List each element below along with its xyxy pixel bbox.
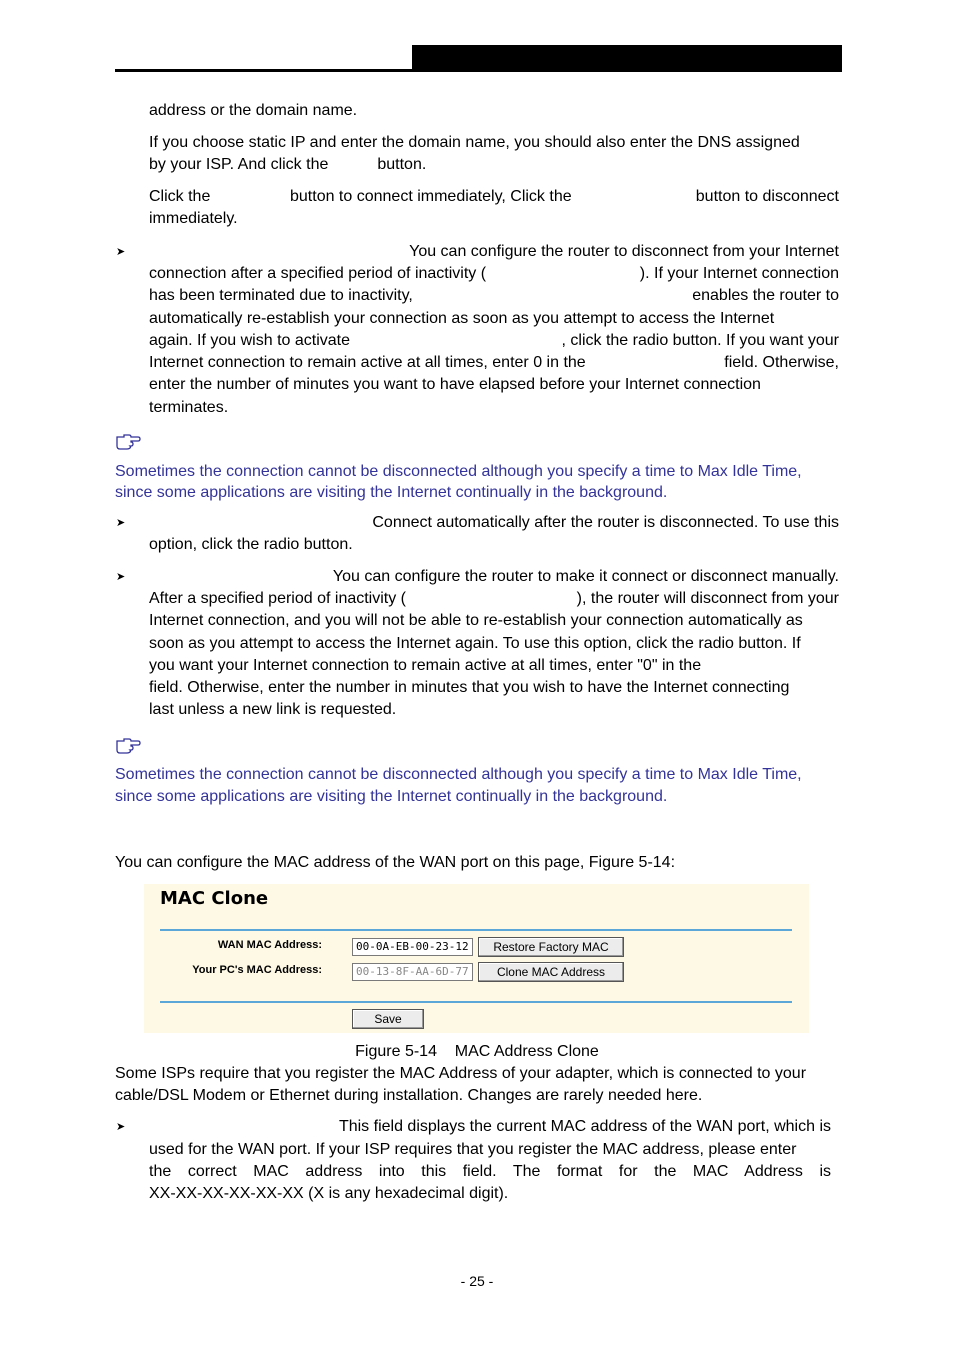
figure-caption: Figure 5-14 MAC Address Clone	[355, 1043, 599, 1060]
save-button[interactable]: Save	[352, 1009, 424, 1029]
text-line: address or the domain name.	[149, 102, 358, 119]
pc-mac-field: 00-13-8F-AA-6D-77	[352, 963, 473, 981]
text-line: by your ISP. And click the button.	[149, 156, 427, 173]
bullet-line: used for the WAN port. If your ISP requires that you register the MAC address, please enter	[149, 1141, 797, 1158]
mac-clone-panel	[144, 884, 809, 1033]
restore-factory-mac-button[interactable]: Restore Factory MAC	[478, 937, 624, 957]
intro-text: You can configure the MAC address of the WAN port on this page, Figure 5-14:	[115, 854, 676, 871]
text-line: immediately.	[149, 210, 238, 227]
note-line: Sometimes the connection cannot be disconnected although you specify a time to Max Idle Time,	[115, 463, 802, 480]
wan-mac-label: WAN MAC Address:	[217, 939, 322, 951]
pc-mac-label: Your PC's MAC Address:	[192, 964, 322, 976]
panel-title: MAC Clone	[160, 888, 269, 909]
bullet-line: option, click the radio button.	[149, 536, 353, 553]
note-line: since some applications are visiting the Internet continually in the background.	[115, 484, 668, 501]
pointing-hand-icon	[115, 737, 141, 755]
bullet-line: last unless a new link is requested.	[149, 701, 397, 718]
note-line: Sometimes the connection cannot be disconnected although you specify a time to Max Idle Time,	[115, 766, 802, 783]
arrowhead-bullet-icon: ➤	[116, 1121, 126, 1133]
bullet-line: you want your Internet connection to remain active at all times, enter "0" in the	[149, 657, 702, 674]
bullet-line: automatically re-establish your connection as soon as you attempt to access the Internet	[149, 310, 775, 327]
arrowhead-bullet-icon: ➤	[116, 517, 126, 529]
bullet-line: soon as you attempt to access the Internet again. To use this option, click the radio button. If	[149, 635, 801, 652]
header-rule	[115, 69, 412, 72]
text-line: cable/DSL Modem or Ethernet during installation. Changes are rarely needed here.	[115, 1087, 703, 1104]
text-line: Some ISPs require that you register the MAC Address of your adapter, which is connected to your	[115, 1065, 807, 1082]
clone-mac-address-button[interactable]: Clone MAC Address	[478, 962, 624, 982]
arrowhead-bullet-icon: ➤	[116, 571, 126, 583]
bullet-line: enter the number of minutes you want to have elapsed before your Internet connection	[149, 376, 761, 393]
wan-mac-field[interactable]: 00-0A-EB-00-23-12	[352, 938, 473, 956]
note-line: since some applications are visiting the Internet continually in the background.	[115, 788, 668, 805]
pointing-hand-icon	[115, 433, 141, 451]
panel-divider	[160, 929, 792, 931]
text-line: If you choose static IP and enter the domain name, you should also enter the DNS assigned	[149, 134, 800, 151]
page-number: - 25 -	[460, 1273, 494, 1289]
bullet-line: terminates.	[149, 399, 229, 416]
bullet-line: the correct MAC address into this field. The format for the MAC Address is	[149, 1163, 831, 1180]
header-bar	[412, 45, 842, 72]
bullet-line: XX-XX-XX-XX-XX-XX (X is any hexadecimal digit).	[149, 1185, 509, 1202]
bullet-line: Internet connection, and you will not be able to re-establish your connection automatically as	[149, 612, 803, 629]
arrowhead-bullet-icon: ➤	[116, 246, 126, 258]
bullet-line: field. Otherwise, enter the number in minutes that you wish to have the Internet connecting	[149, 679, 790, 696]
panel-divider	[160, 1001, 792, 1003]
